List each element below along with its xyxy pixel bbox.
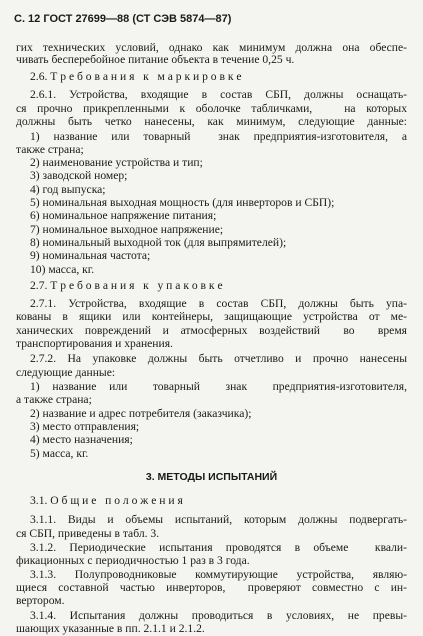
text-line: щиеся составной частью инверторов, проверяют совместно с ин- xyxy=(16,581,407,594)
text-line: 2.7.1. Устройства, входящие в состав СБП, должны быть упа- xyxy=(30,297,407,310)
subsection-heading: 2.6. Т р е б о в а н и я к м а р к и р о в к е xyxy=(30,70,242,84)
list-item: 3) заводской номер; xyxy=(30,169,128,183)
list-item: 5) номинальная выходная мощность (для инверторов и СБП); xyxy=(30,196,335,209)
text-line: 3.1.2. Периодические испытания проводятся в объеме квали- xyxy=(30,541,407,554)
text-line: 2.6.1. Устройства, входящие в состав СБП, должны оснащать- xyxy=(30,88,407,102)
text-line: шающих указанные в пп. 2.1.1 и 2.1.2. xyxy=(16,622,205,635)
text-line: также страна; xyxy=(16,142,84,156)
list-item: 1) название или товарный знак предприятия-изготовителя, а xyxy=(30,130,407,144)
list-item: 10) масса, кг. xyxy=(30,262,95,276)
text-line: кованы в ящики или контейнеры, защищающие устройства от ме- xyxy=(16,310,407,324)
list-item: 4) год выпуска; xyxy=(30,182,106,196)
subsection-heading: 3.1. О б щ и е п о л о ж е н и я xyxy=(30,494,183,508)
text-line: фикационных с периодичностью 1 раз в 3 года. xyxy=(16,554,250,568)
text-line: 3.1.3. Полупроводниковые коммутирующие устройства, являю- xyxy=(30,567,407,581)
text-line: а также страна; xyxy=(16,393,92,407)
text-line: чивать бесперебойное питание объекта в течение 0,25 ч. xyxy=(16,53,295,66)
list-item: 2) наименование устройства и тип; xyxy=(30,155,203,169)
list-item: 8) номинальный выходной ток (для выпрямителей); xyxy=(30,236,287,249)
text-line: должны быть четко нанесены, как минимум, следующие данные: xyxy=(16,114,407,128)
text-line: ся прочно прикрепленными к оболочке табличками, на которых xyxy=(16,101,407,115)
text-line: ханических повреждений и атмосферных воздействий во время xyxy=(16,323,407,337)
text-line: гих технических условий, однако как минимум должна она обеспе- xyxy=(16,40,407,54)
text-line: 2.7.2. На упаковке должны быть отчетливо и прочно нанесены xyxy=(30,352,407,366)
list-item: 3) место отправления; xyxy=(30,419,140,433)
text-line: вертором. xyxy=(16,594,65,608)
text-line: ся СБП, приведены в табл. 3. xyxy=(16,526,160,540)
page-header: С. 12 ГОСТ 27699—88 (СТ СЭВ 5874—87) xyxy=(14,13,232,25)
list-item: 2) название и адрес потребителя (заказчика); xyxy=(30,406,252,420)
list-item: 4) место назначения; xyxy=(30,433,133,447)
list-item: 6) номинальное напряжение питания; xyxy=(30,209,217,223)
text-line: следующие данные: xyxy=(16,365,116,379)
text-line: 3.1.1. Виды и объемы испытаний, которым должны подвергать- xyxy=(30,513,407,527)
text-line: транспортирования и хранения. xyxy=(16,337,173,350)
text-line: 3.1.4. Испытания должны проводиться в условиях, не превы- xyxy=(30,608,407,622)
subsection-heading: 2.7. Т р е б о в а н и я к у п а к о в к е xyxy=(30,278,223,292)
section-heading: 3. МЕТОДЫ ИСПЫТАНИЙ xyxy=(145,470,278,483)
list-item: 1) название или товарный знак предприятия-изготовителя, xyxy=(30,379,407,393)
list-item: 7) номинальное выходное напряжение; xyxy=(30,222,224,236)
list-item: 9) номинальная частота; xyxy=(30,249,151,263)
list-item: 5) масса, кг. xyxy=(30,446,89,460)
